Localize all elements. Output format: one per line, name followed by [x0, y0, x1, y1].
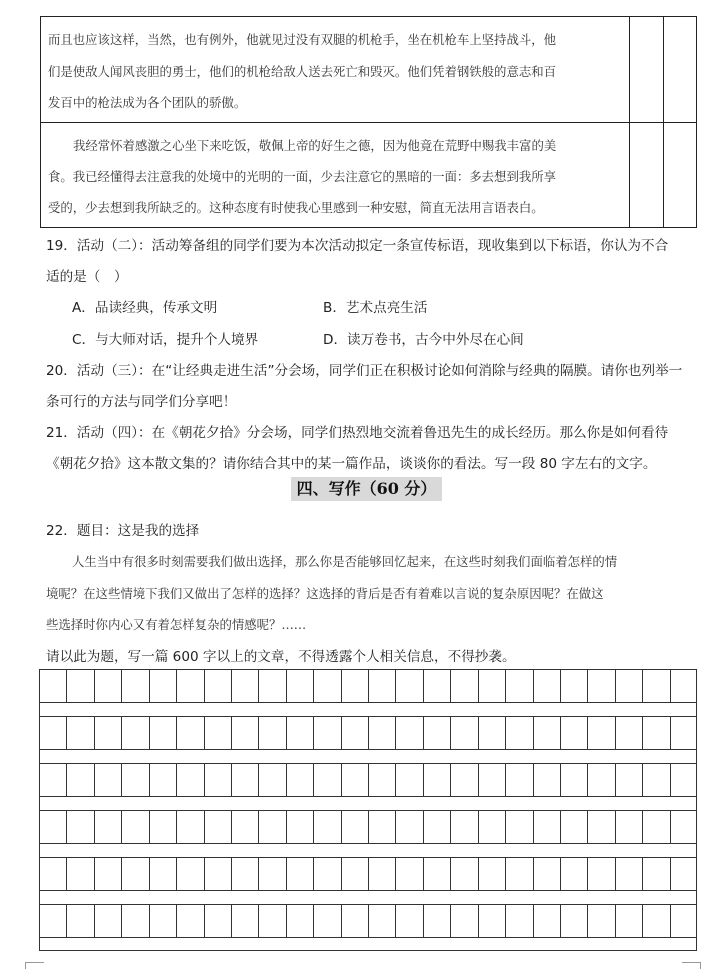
grid-cell-divider: [258, 716, 259, 749]
grid-cell-divider: [204, 857, 205, 890]
grid-cell-divider: [204, 716, 205, 749]
grid-cell-divider: [533, 763, 534, 796]
grid-cell-divider: [642, 763, 643, 796]
grid-cell-divider: [560, 716, 561, 749]
grid-cell-divider: [368, 669, 369, 702]
grid-cell-divider: [615, 857, 616, 890]
grid-cell-divider: [587, 810, 588, 843]
q19-option-d: D．读万卷书，古今中外尽在心间: [323, 332, 524, 348]
grid-cell-divider: [313, 857, 314, 890]
grid-cell-divider: [341, 904, 342, 937]
writing-grid: [39, 669, 697, 951]
grid-cell-divider: [423, 904, 424, 937]
grid-cell-divider: [560, 857, 561, 890]
grid-cell-divider: [368, 857, 369, 890]
grid-cell-divider: [313, 810, 314, 843]
grid-cell-divider: [587, 669, 588, 702]
grid-cell-divider: [505, 669, 506, 702]
grid-cell-divider: [395, 763, 396, 796]
grid-cell-divider: [560, 763, 561, 796]
grid-cell-divider: [94, 669, 95, 702]
q19-option-c: C．与大师对话，提升个人境界: [72, 332, 259, 348]
grid-cell-divider: [231, 810, 232, 843]
grid-row-line: [39, 796, 697, 797]
grid-cell-divider: [478, 810, 479, 843]
grid-cell-divider: [258, 857, 259, 890]
q22-prompt-line3: 些选择时你内心又有着怎样复杂的情感呢？……: [46, 617, 307, 632]
grid-row-line: [39, 749, 697, 750]
grid-cell-divider: [642, 857, 643, 890]
grid-cell-divider: [286, 810, 287, 843]
grid-border: [39, 950, 697, 951]
q21-stem-line2: 《朝花夕拾》这本散文集的？请你结合其中的某一篇作品，谈谈你的看法。写一段 80 字左右的文字。: [46, 456, 657, 472]
grid-cell-divider: [258, 763, 259, 796]
grid-cell-divider: [423, 857, 424, 890]
grid-cell-divider: [94, 763, 95, 796]
grid-cell-divider: [176, 810, 177, 843]
grid-cell-divider: [642, 810, 643, 843]
grid-cell-divider: [505, 810, 506, 843]
grid-cell-divider: [615, 904, 616, 937]
grid-row-line: [39, 890, 697, 891]
grid-cell-divider: [642, 904, 643, 937]
q22-title: 22．题目：这是我的选择: [46, 523, 200, 539]
grid-cell-divider: [121, 669, 122, 702]
grid-cell-divider: [176, 763, 177, 796]
grid-cell-divider: [587, 716, 588, 749]
page-corner-mark-left: [25, 962, 44, 969]
grid-cell-divider: [642, 669, 643, 702]
grid-cell-divider: [286, 763, 287, 796]
grid-cell-divider: [670, 669, 671, 702]
grid-cell-divider: [94, 716, 95, 749]
grid-cell-divider: [368, 810, 369, 843]
grid-cell-divider: [670, 857, 671, 890]
grid-cell-divider: [533, 904, 534, 937]
grid-cell-divider: [341, 810, 342, 843]
grid-cell-divider: [313, 904, 314, 937]
grid-cell-divider: [533, 669, 534, 702]
q19-stem-line1: 19．活动（二）：活动筹备组的同学们要为本次活动拟定一条宣传标语，现收集到以下标语，你认为不合: [46, 238, 669, 254]
grid-cell-divider: [341, 857, 342, 890]
grid-cell-divider: [286, 716, 287, 749]
grid-cell-divider: [587, 904, 588, 937]
grid-cell-divider: [587, 763, 588, 796]
grid-cell-divider: [587, 857, 588, 890]
grid-row-line: [39, 843, 697, 844]
grid-cell-divider: [615, 763, 616, 796]
grid-cell-divider: [478, 904, 479, 937]
grid-cell-divider: [121, 904, 122, 937]
q19-option-b: B．艺术点亮生活: [323, 300, 428, 316]
q19-option-a: A．品读经典，传承文明: [72, 300, 218, 316]
grid-cell-divider: [642, 716, 643, 749]
grid-cell-divider: [66, 904, 67, 937]
grid-cell-divider: [231, 716, 232, 749]
grid-cell-divider: [258, 904, 259, 937]
grid-cell-divider: [533, 857, 534, 890]
grid-cell-divider: [258, 810, 259, 843]
grid-cell-divider: [176, 669, 177, 702]
grid-cell-divider: [450, 857, 451, 890]
grid-row-line: [39, 702, 697, 703]
passage-para2-line1: 我经常怀着感激之心坐下来吃饭，敬佩上帝的好生之德，因为他竟在荒野中赐我丰富的美: [73, 138, 557, 153]
grid-cell-divider: [450, 904, 451, 937]
grid-cell-divider: [450, 810, 451, 843]
passage-para1-line3: 发百中的枪法成为各个团队的骄傲。: [48, 95, 247, 110]
grid-cell-divider: [176, 857, 177, 890]
q22-prompt-line2: 境呢？在这些情境下我们又做出了怎样的选择？这选择的背后是否有着难以言说的复杂原因呢？在做这: [46, 586, 604, 601]
grid-cell-divider: [560, 904, 561, 937]
grid-cell-divider: [478, 763, 479, 796]
grid-cell-divider: [341, 763, 342, 796]
passage-para2-line3: 受的，少去想到我所缺乏的。这种态度有时使我心里感到一种安慰，简直无法用言语表白。: [48, 200, 544, 215]
grid-cell-divider: [505, 904, 506, 937]
grid-cell-divider: [478, 716, 479, 749]
grid-cell-divider: [670, 716, 671, 749]
grid-cell-divider: [66, 810, 67, 843]
passage-para2-line2: 食。我已经懂得去注意我的处境中的光明的一面，少去注意它的黑暗的一面：多去想到我所享: [48, 169, 557, 184]
grid-cell-divider: [505, 716, 506, 749]
grid-cell-divider: [670, 810, 671, 843]
page-corner-mark-right: [682, 962, 701, 969]
grid-cell-divider: [615, 810, 616, 843]
grid-cell-divider: [258, 669, 259, 702]
grid-cell-divider: [204, 763, 205, 796]
grid-cell-divider: [121, 763, 122, 796]
passage-table: [40, 16, 697, 228]
grid-cell-divider: [286, 857, 287, 890]
grid-cell-divider: [149, 810, 150, 843]
grid-cell-divider: [231, 763, 232, 796]
grid-cell-divider: [533, 810, 534, 843]
grid-cell-divider: [450, 763, 451, 796]
grid-cell-divider: [286, 669, 287, 702]
q20-stem-line1: 20．活动（三）：在“让经典走进生活”分会场，同学们正在积极讨论如何消除与经典的隔膜。请你也列举一: [46, 363, 683, 379]
grid-cell-divider: [231, 669, 232, 702]
grid-cell-divider: [423, 669, 424, 702]
grid-cell-divider: [670, 763, 671, 796]
grid-cell-divider: [94, 810, 95, 843]
grid-cell-divider: [149, 763, 150, 796]
grid-cell-divider: [121, 716, 122, 749]
grid-cell-divider: [231, 857, 232, 890]
grid-cell-divider: [149, 904, 150, 937]
grid-cell-divider: [66, 669, 67, 702]
passage-para1-line1: 而且也应该这样，当然，也有例外，他就见过没有双腿的机枪手，坐在机枪车上坚持战斗，他: [48, 32, 557, 47]
q19-stem-line2: 适的是（ ）: [46, 269, 128, 285]
grid-cell-divider: [231, 904, 232, 937]
grid-cell-divider: [66, 857, 67, 890]
grid-cell-divider: [423, 763, 424, 796]
grid-cell-divider: [423, 716, 424, 749]
grid-cell-divider: [121, 810, 122, 843]
grid-cell-divider: [505, 857, 506, 890]
grid-cell-divider: [204, 810, 205, 843]
grid-cell-divider: [533, 716, 534, 749]
grid-cell-divider: [149, 857, 150, 890]
grid-cell-divider: [560, 810, 561, 843]
grid-cell-divider: [368, 716, 369, 749]
grid-cell-divider: [66, 763, 67, 796]
grid-cell-divider: [478, 669, 479, 702]
grid-cell-divider: [450, 716, 451, 749]
grid-cell-divider: [368, 763, 369, 796]
q20-stem-line2: 条可行的方法与同学们分享吧！: [46, 394, 237, 410]
grid-cell-divider: [505, 763, 506, 796]
grid-cell-divider: [94, 857, 95, 890]
grid-cell-divider: [149, 716, 150, 749]
passage-para1-line2: 们是使敌人闻风丧胆的勇士，他们的机枪给敌人送去死亡和毁灭。他们凭着钢铁般的意志和百: [48, 64, 557, 79]
grid-cell-divider: [94, 904, 95, 937]
grid-cell-divider: [313, 763, 314, 796]
q21-stem-line1: 21．活动（四）：在《朝花夕拾》分会场，同学们热烈地交流着鲁迅先生的成长经历。那么你是如何看待: [46, 425, 669, 441]
grid-cell-divider: [341, 716, 342, 749]
grid-cell-divider: [423, 810, 424, 843]
grid-cell-divider: [670, 904, 671, 937]
grid-cell-divider: [478, 857, 479, 890]
grid-cell-divider: [450, 669, 451, 702]
grid-cell-divider: [204, 669, 205, 702]
grid-cell-divider: [615, 669, 616, 702]
grid-cell-divider: [66, 716, 67, 749]
grid-cell-divider: [560, 669, 561, 702]
grid-cell-divider: [615, 716, 616, 749]
grid-cell-divider: [149, 669, 150, 702]
grid-cell-divider: [368, 904, 369, 937]
grid-cell-divider: [395, 810, 396, 843]
grid-cell-divider: [395, 857, 396, 890]
grid-cell-divider: [204, 904, 205, 937]
grid-cell-divider: [176, 904, 177, 937]
grid-cell-divider: [313, 716, 314, 749]
grid-cell-divider: [341, 669, 342, 702]
grid-cell-divider: [286, 904, 287, 937]
grid-cell-divider: [313, 669, 314, 702]
section-heading-writing: 四、写作（60 分）: [291, 477, 442, 501]
grid-cell-divider: [395, 904, 396, 937]
q22-instruction: 请以此为题，写一篇 600 字以上的文章，不得透露个人相关信息，不得抄袭。: [46, 649, 516, 665]
grid-cell-divider: [395, 716, 396, 749]
grid-cell-divider: [395, 669, 396, 702]
q22-prompt-line1: 人生当中有很多时刻需要我们做出选择，那么你是否能够回忆起来，在这些时刻我们面临着怎样的情: [72, 554, 618, 569]
grid-cell-divider: [121, 857, 122, 890]
grid-row-line: [39, 937, 697, 938]
grid-cell-divider: [176, 716, 177, 749]
